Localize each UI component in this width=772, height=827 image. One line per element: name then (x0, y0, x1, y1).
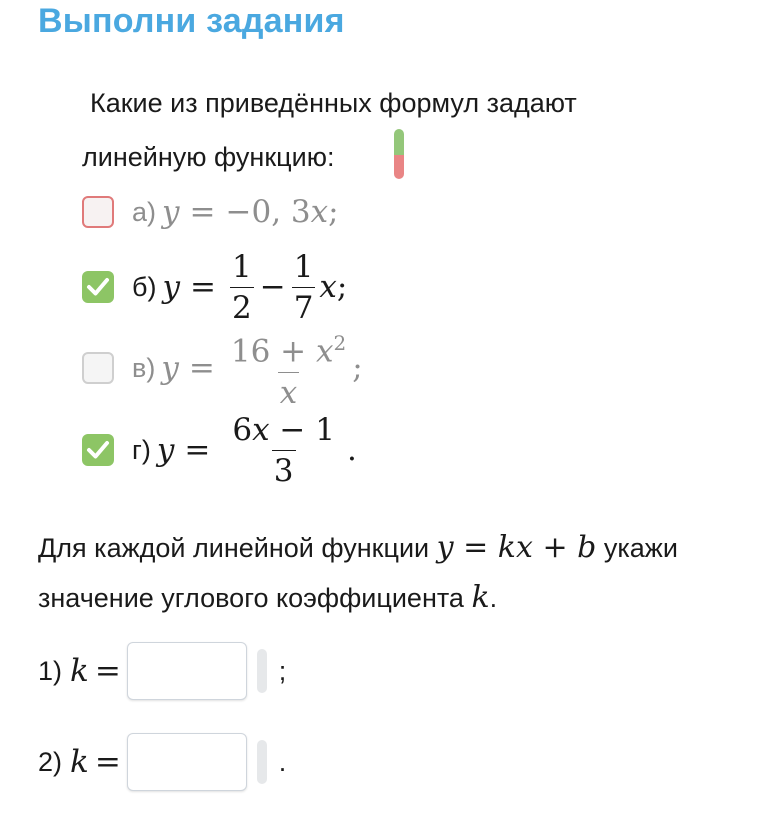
formula-plus: + (532, 530, 578, 565)
option-v-num-exp: 2 (333, 331, 347, 356)
answer-2-k: k (70, 744, 89, 780)
option-v-label: в) (132, 352, 156, 383)
option-b[interactable] (82, 245, 347, 329)
option-b-equals: = (189, 269, 216, 305)
answer-1-equals: = (94, 653, 121, 689)
question2-line2 (38, 580, 497, 615)
answer-2-status-bar (257, 740, 267, 784)
option-g-end: . (346, 432, 357, 468)
option-v[interactable] (82, 326, 363, 410)
option-a-label: а) (132, 196, 157, 227)
option-b-label: б) (132, 271, 157, 302)
option-b-minus: − (259, 269, 286, 305)
status-indicator (394, 129, 404, 179)
question2-line2-start: значение углового коэффициента (38, 583, 472, 613)
answer-1-label: 1) (38, 655, 63, 686)
option-g[interactable] (82, 408, 357, 492)
option-b-lhs: y (162, 269, 180, 305)
answer-2-equals: = (94, 744, 121, 780)
option-g-num-rest: − 1 (269, 411, 335, 448)
option-a-end: ; (328, 194, 339, 230)
option-v-fraction (229, 323, 348, 412)
option-b-fraction-1 (230, 247, 254, 328)
option-g-fraction-den: 3 (272, 450, 296, 491)
option-v-equals: = (188, 350, 215, 386)
option-v-lhs: y (161, 350, 179, 386)
question1-line2: линейную функцию: (82, 142, 335, 172)
option-b-fraction-1-num: 1 (231, 248, 252, 285)
answer-2-label: 2) (38, 746, 63, 777)
answer-row-2 (38, 732, 286, 792)
formula-b: b (577, 530, 597, 565)
question2-line2-end: . (489, 583, 498, 613)
option-g-equals: = (184, 432, 211, 468)
option-g-checkbox[interactable] (82, 434, 114, 466)
option-v-fraction-num (229, 323, 348, 371)
status-indicator-correct (394, 129, 404, 155)
status-indicator-wrong (394, 155, 404, 179)
formula-equals: = (453, 530, 498, 565)
checkmark-icon (85, 274, 111, 300)
answer-1-input[interactable] (127, 642, 247, 700)
answer-2-input[interactable] (127, 733, 247, 791)
page-title: Выполни задания (38, 2, 345, 40)
option-v-fraction-den: x (278, 372, 299, 413)
option-b-fraction-2 (292, 247, 316, 328)
answer-1-status-bar (257, 649, 267, 693)
option-g-num-coef: 6 (232, 411, 253, 448)
question2-line1-start: Для каждой линейной функции (38, 533, 437, 563)
option-a[interactable] (82, 192, 339, 232)
option-a-checkbox[interactable] (82, 196, 114, 228)
option-b-fraction-1-den: 2 (230, 287, 254, 328)
formula-y: y (436, 530, 454, 565)
option-a-coefficient: −0, 3 (225, 194, 311, 230)
option-g-lhs: y (156, 432, 175, 468)
option-b-end: ; (336, 269, 348, 305)
option-v-end: ; (352, 350, 363, 386)
option-b-fraction-2-num: 1 (293, 248, 314, 285)
question2-line1-end: укажи (596, 533, 678, 563)
answer-1-k: k (70, 653, 89, 689)
question2-line1 (38, 530, 678, 565)
question2-line2-k: k (471, 580, 490, 615)
option-a-equals: = (189, 194, 216, 230)
option-v-num-var: x (315, 333, 334, 370)
option-g-fraction-num (224, 410, 343, 450)
option-g-fraction (224, 410, 343, 491)
checkmark-icon (85, 437, 111, 463)
option-a-lhs: y (162, 194, 180, 230)
answer-2-end: . (278, 746, 287, 777)
option-b-var: x (319, 269, 337, 305)
answer-1-end: ; (278, 655, 287, 686)
option-b-fraction-2-den: 7 (292, 287, 316, 328)
option-g-label: г) (132, 434, 151, 465)
question1-line1: Какие из приведённых формул задают (90, 88, 577, 118)
formula-x: x (515, 530, 533, 565)
option-b-checkbox[interactable] (82, 271, 114, 303)
formula-k: k (497, 530, 516, 565)
option-v-checkbox[interactable] (82, 352, 114, 384)
option-a-var: x (310, 194, 329, 230)
option-v-num-const: 16 + (230, 333, 316, 370)
option-g-num-var: x (252, 411, 270, 448)
answer-row-1 (38, 641, 286, 701)
